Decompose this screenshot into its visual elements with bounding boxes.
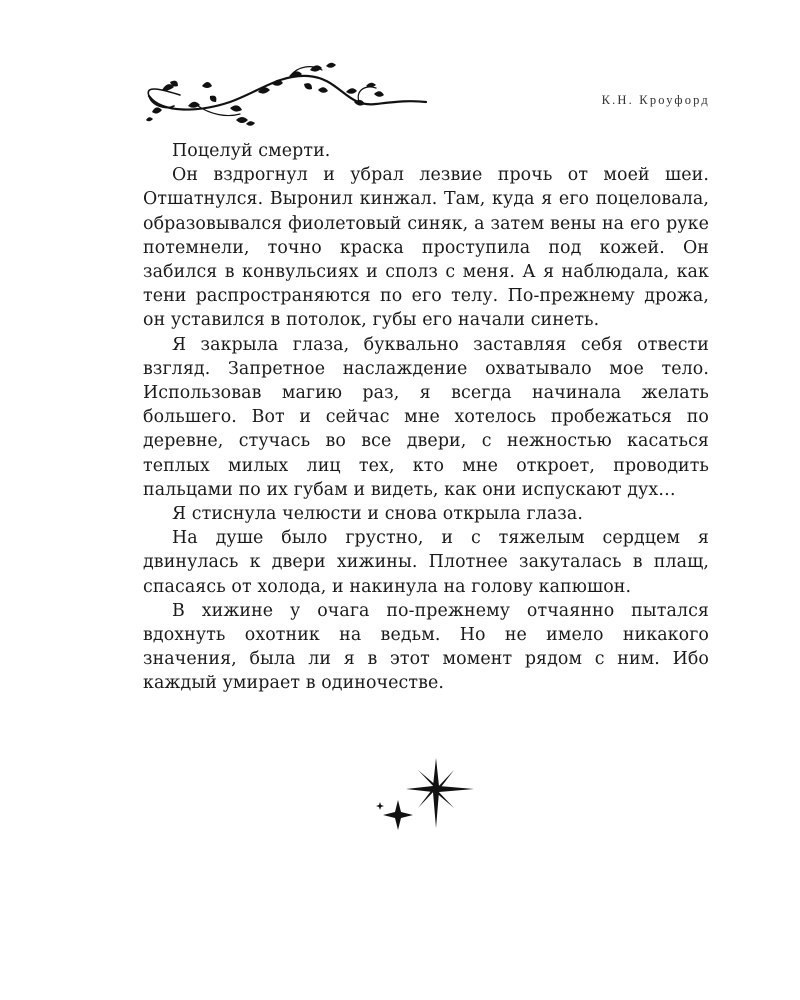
paragraph: В хижине у очага по-прежнему отчаянно пытался вдохнуть охотник на ведьм. Но не имело никакого значения, была ли я в этот момент рядом с ним. Ибо каждый умирает в одиночестве. — [143, 600, 709, 694]
paragraph: На душе было грустно, и с тяжелым сердцем я двинулась к двери хижины. Плотнее закуталась в плащ, спасаясь от холода, и накинула на голову капюшон. — [143, 528, 709, 597]
running-head-author: К.Н. Кроуфорд — [601, 93, 710, 107]
vine-ornament-icon — [140, 62, 430, 134]
paragraph: Поцелуй смерти. — [172, 141, 331, 161]
paragraph: Он вздрогнул и убрал лезвие прочь от моей шеи. Отшатнулся. Выронил кинжал. Там, куда я его поцеловала, образовывался фиолетовый синяк, а затем вены на его руке потемнели, точно краска проступила под кожей. Он забился в конвульсиях и сполз с меня. А я наблюдала, как тени распространяются по его телу. По-прежнему дрожа, он уставился в потолок, губы его начали синеть. — [143, 165, 709, 331]
paragraph: Я стиснула челюсти и снова открыла глаза. — [172, 504, 583, 525]
sparkle-stars-icon — [370, 752, 480, 844]
paragraph: Я закрыла глаза, буквально заставляя себя отвести взгляд. Запретное наслаждение охватывало мое тело. Использовав магию раз, я всегда начинала желать большего. Вот и сейчас мне хотелось пробежаться по деревне, стучась во все двери, с нежностью касаться теплых милых лиц тех, кто мне откроет, проводить пальцами по их губам и видеть, как они испускают дух… — [143, 334, 709, 500]
chapter-text — [143, 139, 709, 696]
